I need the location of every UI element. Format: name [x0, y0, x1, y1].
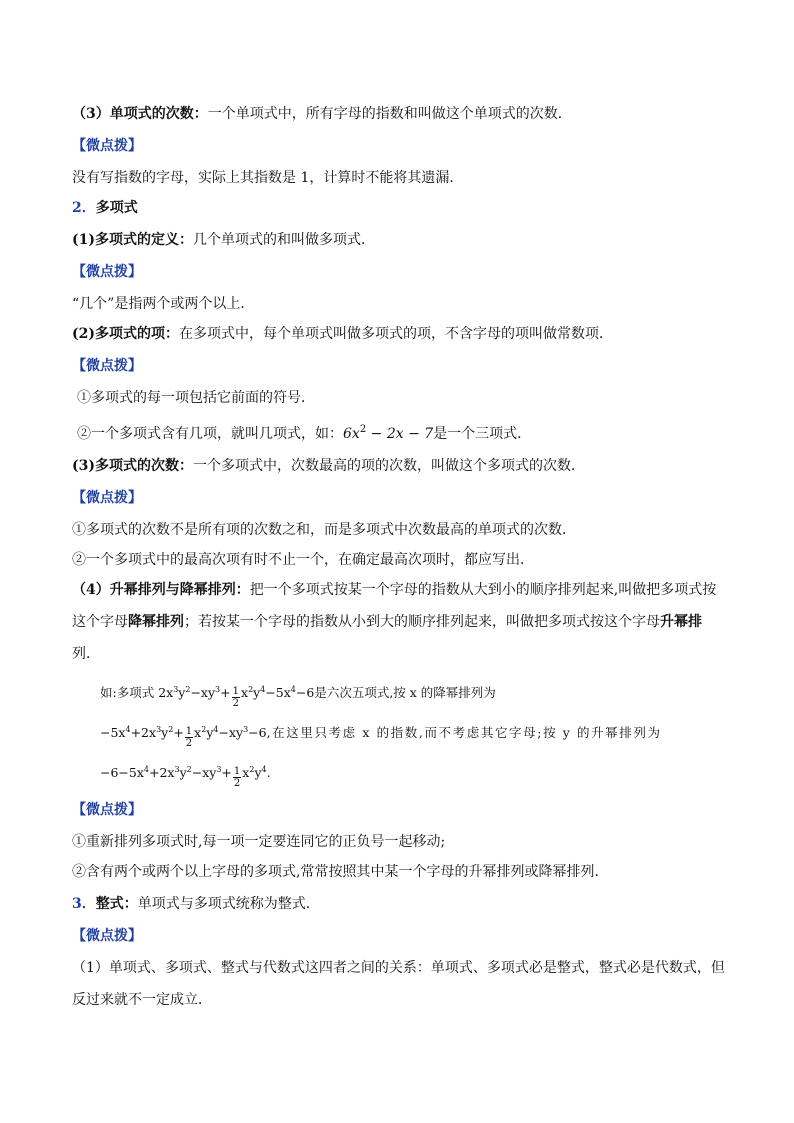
heading: （3）单项式的次数：: [72, 106, 208, 122]
tip-label-4: 【微点拨】: [72, 490, 142, 506]
example-line-3: $-6-5x^4+2x^3y^2-xy^3+$ $\frac{1}{2}$ $x^2y^4$.: [100, 765, 271, 789]
section-2-polynomial: [72, 198, 138, 218]
body-text: 单项式与多项式统称为整式．: [137, 896, 320, 912]
body-text: 把一个多项式按某一个字母的指数从大到小的顺序排列起来,叫做把多项式按: [249, 582, 717, 598]
heading: (1)多项式的定义：: [72, 232, 193, 248]
section-number: 3．: [72, 896, 96, 912]
section-3-integral-expression: [72, 894, 320, 914]
section-number: 2．: [72, 200, 96, 216]
ordering-text-2: 这个字母降幂排列；若按某一个字母的指数从小到大的顺序排列起来，叫做把多项式按这个字母升幂排: [72, 614, 702, 630]
relation-text-2: 反过来就不一定成立．: [72, 992, 212, 1008]
tip-label-5: 【微点拨】: [72, 802, 142, 818]
body-text: 一个多项式中，次数最高的项的次数，叫做这个多项式的次数．: [193, 458, 585, 474]
tip-point-1: ①多项式的每一项包括它前面的符号．: [77, 390, 315, 406]
fraction-half: $\frac{1}{2}$: [232, 686, 239, 709]
section-3-degree-of-monomial: [72, 104, 572, 124]
heading: (2)多项式的项：: [72, 326, 179, 342]
heading: （4）升幂排列与降幂排列：: [72, 582, 250, 598]
section-title: 多项式: [95, 200, 138, 216]
definition-ordering: [72, 580, 716, 600]
example-line-1: 如:多项式 $2x^3y^2-xy^3+$ $\frac{1}{2}$ $x^2y^4-5x^4-6$是六次五项式,按 x 的降幂排列为: [100, 685, 496, 709]
definition-polynomial: [72, 230, 375, 250]
tip-label-6: 【微点拨】: [72, 928, 142, 944]
tip-point-6: ②含有两个或两个以上字母的多项式,常常按照其中某一个字母的升幂排列或降幂排列．: [72, 864, 609, 880]
tip-point-3: ①多项式的次数不是所有项的次数之和，而是多项式中次数最高的单项式的次数．: [72, 522, 576, 538]
example-expression: $6x^2 - 2x - 7$: [343, 424, 434, 442]
body-text: 一个单项式中，所有字母的指数和叫做这个单项式的次数．: [207, 106, 572, 122]
tip-point-2: ②一个多项式含有几项，就叫几项式，如：$6x^2 - 2x - 7$是一个三项式．: [77, 424, 532, 442]
tip-label-2: 【微点拨】: [72, 264, 142, 280]
relation-text-1: （1）单项式、多项式、整式与代数式这四者之间的关系：单项式、多项式必是整式，整式必是代数式，但: [72, 960, 725, 976]
body-text: 几个单项式的和叫做多项式．: [193, 232, 375, 248]
tip-label-3: 【微点拨】: [72, 358, 142, 374]
heading: 整式：: [95, 896, 138, 912]
ordering-text-3: 列．: [72, 646, 100, 662]
definition-degree: [72, 456, 585, 476]
tip-point-4: ②一个多项式中的最高次项有时不止一个，在确定最高次项时，都应写出．: [72, 552, 534, 568]
example-line-2: $-5x^4+2x^3y^2+$ $\frac{1}{2}$ $x^2y^4-xy^3-6$,在这里只考虑 x 的指数,而不考虑其它字母;按 y 的升幂排列为: [100, 725, 662, 749]
fraction-half: $\frac{1}{2}$: [233, 766, 241, 789]
fraction-half: $\frac{1}{2}$: [185, 726, 193, 749]
heading: (3)多项式的次数：: [72, 458, 193, 474]
definition-terms: [72, 324, 613, 344]
tip-label-1: 【微点拨】: [72, 138, 142, 154]
tip-point-5: ①重新排列多项式时,每一项一定要连同它的正负号一起移动;: [72, 834, 446, 850]
tip-text-1: 没有写指数的字母，实际上其指数是 1，计算时不能将其遗漏．: [72, 170, 464, 186]
tip-text-2: “几个”是指两个或两个以上．: [72, 296, 255, 312]
body-text: 在多项式中，每个单项式叫做多项式的项，不含字母的项叫做常数项．: [179, 326, 613, 342]
